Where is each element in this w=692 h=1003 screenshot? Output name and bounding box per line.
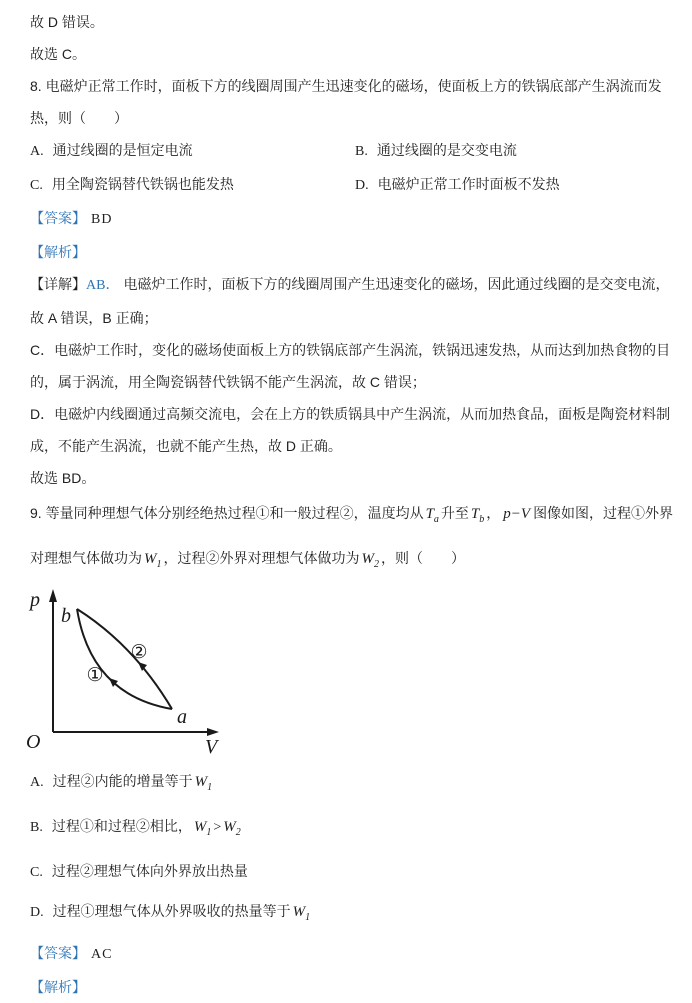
q8-option-a xyxy=(30,134,355,168)
q8-answer-value: BD xyxy=(91,212,113,227)
q8-option-a-text: 通过线圈的是恒定电流 xyxy=(52,142,193,158)
origin-label: O xyxy=(26,731,41,753)
curve-1-label: ① xyxy=(86,665,104,686)
q9-answer-value: AC xyxy=(91,947,113,962)
q9-stem-seg4: 图像如图，过程①外界对理想气体做功为 xyxy=(30,505,674,566)
q9-option-d xyxy=(30,892,680,937)
comparison-operator: > xyxy=(213,820,222,835)
q8-option-c xyxy=(30,168,355,202)
q8-option-d-text: 电磁炉正常工作时面板不发热 xyxy=(377,176,560,192)
question-8-options xyxy=(30,134,680,202)
math-var-Ta xyxy=(425,506,439,525)
q8-option-b-label: B. xyxy=(355,144,368,159)
q9-option-c xyxy=(30,852,680,892)
axis-label-p: p xyxy=(30,589,40,611)
math-var-W1 xyxy=(193,819,212,838)
q9-stem-seg3: ， xyxy=(486,505,501,521)
q9-option-b xyxy=(30,807,680,852)
math-var-W1 xyxy=(144,551,162,570)
q8-conclusion: 故选 BD。 xyxy=(30,470,96,486)
curve-process-1 xyxy=(77,609,172,709)
prev-conclusion-line-2: 故选 C。 xyxy=(30,46,86,62)
point-label-b: b xyxy=(61,605,71,627)
question-9-stem xyxy=(30,494,680,584)
math-var-W2 xyxy=(361,551,380,570)
curve-process-2 xyxy=(77,609,172,709)
math-var-W2 xyxy=(223,819,241,838)
math-var-W1-base: W xyxy=(193,819,207,835)
pv-diagram xyxy=(20,584,680,756)
q8-detail-ab xyxy=(30,268,680,334)
q8-detail-c: C．电磁炉工作时，变化的磁场使面板上方的铁锅底部产生涡流，铁锅迅速发热，从而达到加热食物的目的，属于涡流，用全陶瓷锅替代铁锅不能产生涡流，故 C 错误； xyxy=(30,342,671,390)
math-var-W2-sub: 2 xyxy=(374,559,379,570)
math-var-W2-base: W xyxy=(361,551,374,567)
q8-answer-tag: 【答案】 xyxy=(30,210,86,226)
math-var-W1 xyxy=(292,904,311,923)
q9-option-d-text: 过程①理想气体从外界吸收的热量等于 xyxy=(52,903,291,919)
math-var-W2-sub: 2 xyxy=(235,827,241,838)
math-var-W1-base: W xyxy=(292,904,306,920)
math-var-W1 xyxy=(194,774,213,793)
math-var-Ta-sub: a xyxy=(433,514,439,525)
axis-label-v: V xyxy=(205,736,218,756)
q8-option-c-label: C. xyxy=(30,178,43,193)
q8-answer-line xyxy=(30,202,680,236)
math-expr-pV: p−V xyxy=(503,506,531,522)
q8-option-d-label: D. xyxy=(355,178,369,193)
math-var-W1-base: W xyxy=(144,551,157,567)
pv-diagram-svg xyxy=(20,584,250,756)
q9-option-c-text: 过程②理想气体向外界放出热量 xyxy=(51,863,248,879)
document-page xyxy=(26,6,680,1003)
point-label-a: a xyxy=(177,706,187,728)
q8-detail-ab-text: 电磁炉工作时，面板下方的线圈周围产生迅速变化的磁场，因此通过线圈的是交变电流，故 A 错误，B 正确； xyxy=(30,276,670,326)
q9-stem-seg5: ，过程②外界对理想气体做功为 xyxy=(163,550,360,566)
math-var-Ta-base: T xyxy=(425,506,434,522)
q9-analysis-tag: 【解析】 xyxy=(30,979,86,995)
q8-analysis-tag: 【解析】 xyxy=(30,244,86,260)
q9-option-b-label: B. xyxy=(30,820,43,835)
math-var-Tb-sub: b xyxy=(479,514,485,525)
q8-detail-ab-label: AB． xyxy=(86,278,120,293)
q9-stem-seg1: 9. 等量同种理想气体分别经绝热过程①和一般过程②，温度均从 xyxy=(30,505,424,521)
q9-option-d-label: D. xyxy=(30,905,44,920)
q9-option-b-text: 过程①和过程②相比， xyxy=(51,818,192,834)
q8-detail-tag: 【详解】 xyxy=(30,276,86,292)
math-var-W1-sub: 1 xyxy=(156,559,162,570)
math-var-W2-base: W xyxy=(223,819,236,835)
q9-option-c-label: C. xyxy=(30,865,43,880)
q9-answer-line xyxy=(30,937,680,971)
q9-stem-seg2: 升至 xyxy=(440,505,469,521)
math-var-Tb xyxy=(470,506,485,525)
y-axis-arrow-icon xyxy=(49,589,57,602)
q8-detail-d: D．电磁炉内线圈通过高频交流电，会在上方的铁质锅具中产生涡流，从而加热食品，面板是陶瓷材料制成，不能产生涡流，也就不能产生热，故 D 正确。 xyxy=(30,406,671,454)
question-8-stem: 8. 电磁炉正常工作时，面板下方的线圈周围产生迅速变化的磁场，使面板上方的铁锅底部产生涡流而发热，则（ ） xyxy=(30,78,662,126)
q9-option-a-label: A. xyxy=(30,775,44,790)
q9-option-a-text: 过程②内能的增量等于 xyxy=(52,773,193,789)
q8-analysis-line xyxy=(30,236,680,268)
q9-analysis-line xyxy=(30,971,680,1003)
math-var-Tb-base: T xyxy=(470,506,480,522)
x-axis-arrow-icon xyxy=(207,728,219,736)
math-var-W1-base: W xyxy=(194,774,208,790)
math-var-W1-sub: 1 xyxy=(207,782,213,793)
q9-stem-seg6: ，则（ ） xyxy=(381,550,465,566)
math-var-W1-sub: 1 xyxy=(305,912,311,923)
q9-answer-tag: 【答案】 xyxy=(30,945,86,961)
q8-option-a-label: A. xyxy=(30,144,44,159)
q8-option-b-text: 通过线圈的是交变电流 xyxy=(376,142,517,158)
curve-2-label: ② xyxy=(130,642,148,663)
q9-option-a xyxy=(30,762,680,807)
prev-conclusion-line-1: 故 D 错误。 xyxy=(30,14,104,30)
q8-option-b xyxy=(355,134,680,168)
q8-option-c-text: 用全陶瓷锅替代铁锅也能发热 xyxy=(51,176,234,192)
math-var-W1-sub: 1 xyxy=(206,827,212,838)
q8-option-d xyxy=(355,168,680,202)
